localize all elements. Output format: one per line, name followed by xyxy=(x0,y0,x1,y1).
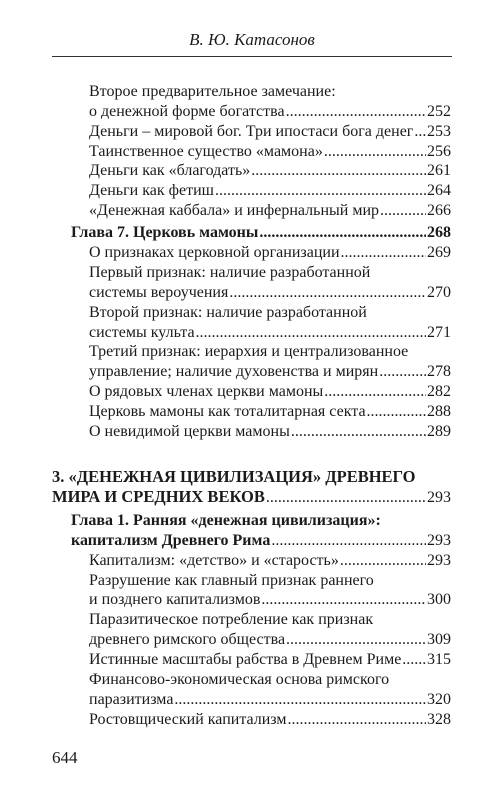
toc-entry xyxy=(89,670,451,690)
toc-leader xyxy=(341,243,427,263)
toc-page: 256 xyxy=(427,142,451,160)
toc-entry-title: Истинные масштабы рабства в Древнем Риме xyxy=(89,651,402,669)
toc-entry-title: паразитизма xyxy=(89,690,174,708)
toc-entry xyxy=(89,201,451,221)
toc-entry xyxy=(89,142,451,162)
toc-entry xyxy=(89,690,451,710)
toc-entry-title: Деньги как «благодать» xyxy=(89,162,251,180)
toc-leader xyxy=(288,710,426,730)
toc-entry xyxy=(89,630,451,650)
toc-entry xyxy=(89,161,451,181)
toc-page: 288 xyxy=(427,403,451,421)
toc-entry-title: Финансово-экономическая основа римского xyxy=(89,671,390,689)
toc-page: 289 xyxy=(427,423,451,441)
toc-entry-title: Деньги – мировой бог. Три ипостаси бога денег xyxy=(89,122,414,140)
toc-entry-title: управление; наличие духовенства и мирян xyxy=(89,363,379,381)
toc-entry xyxy=(89,181,451,201)
toc-entry-title: о денежной форме богатства xyxy=(89,102,285,120)
toc-page: 264 xyxy=(427,182,451,200)
toc-leader xyxy=(324,382,426,402)
toc-entry-title: Разрушение как главный признак раннего xyxy=(89,571,374,589)
toc-page: 271 xyxy=(427,323,451,341)
toc-entry-title: Ростовщический капитализм xyxy=(89,710,287,728)
toc-page: 252 xyxy=(427,102,451,120)
toc-entry xyxy=(89,610,451,630)
toc-entry xyxy=(89,323,451,343)
toc-page: 328 xyxy=(427,710,451,728)
toc-entry xyxy=(89,650,451,670)
toc-part-title: МИРА И СРЕДНИХ ВЕКОВ xyxy=(52,487,265,507)
toc-entry-title: древнего римского общества xyxy=(89,631,286,649)
toc-part xyxy=(52,467,451,487)
toc-leader xyxy=(174,690,426,710)
toc-leader xyxy=(379,362,426,382)
toc-entry-title: О невидимой церкви мамоны xyxy=(89,423,290,441)
toc-entry-title: системы вероучения xyxy=(89,283,229,301)
toc-entry xyxy=(89,122,451,142)
running-header: В. Ю. Катасонов xyxy=(189,30,315,49)
toc-entry xyxy=(89,710,451,730)
header-rule xyxy=(52,56,452,57)
toc-page: 293 xyxy=(427,531,451,549)
toc-entry-title: и позднего капитализмов xyxy=(89,591,261,609)
toc-entry-title: Паразитическое потребление как признак xyxy=(89,611,374,629)
toc-entry-title: Капитализм: «детство» и «старость» xyxy=(89,551,339,569)
toc-chapter xyxy=(71,531,451,551)
toc-leader xyxy=(286,630,426,650)
toc-leader xyxy=(266,488,426,508)
toc-chapter-title: Глава 7. Церковь мамоны xyxy=(71,223,259,241)
toc-part-title: 3. «ДЕНЕЖНАЯ ЦИВИЛИЗАЦИЯ» ДРЕВНЕГО xyxy=(52,467,416,487)
toc-chapter-title: Глава 1. Ранняя «денежная цивилизация»: xyxy=(71,511,381,529)
toc-chapter-title: капитализм Древнего Рима xyxy=(71,531,271,549)
toc-entry-title: Третий признак: иерархия и централизованное xyxy=(89,343,409,361)
toc-page: 253 xyxy=(427,122,451,140)
toc-leader xyxy=(229,283,426,303)
toc-leader xyxy=(367,402,426,422)
toc-page: 320 xyxy=(427,690,451,708)
toc-leader xyxy=(271,531,426,551)
toc-page: 282 xyxy=(427,383,451,401)
toc-page: 269 xyxy=(427,243,451,261)
toc-entry-title: системы культа xyxy=(89,323,195,341)
toc-page: 261 xyxy=(427,162,451,180)
toc-leader xyxy=(324,142,426,162)
toc-page: 268 xyxy=(427,223,451,241)
toc-leader xyxy=(286,102,426,122)
toc-entry-title: О рядовых членах церкви мамоны xyxy=(89,383,324,401)
toc-entry-title: Церковь мамоны как тоталитарная секта xyxy=(89,403,366,421)
toc-part xyxy=(52,487,451,508)
toc-leader xyxy=(291,422,426,442)
toc-entry-title: Первый признак: наличие разработанной xyxy=(89,263,371,281)
toc-page: 309 xyxy=(427,631,451,649)
toc-entry xyxy=(89,571,451,591)
toc-entry xyxy=(89,102,451,122)
toc-entry xyxy=(89,342,451,362)
toc-page: 293 xyxy=(427,551,451,569)
toc-entry-title: О признаках церковной организации xyxy=(89,243,340,261)
toc-entry xyxy=(89,551,451,571)
toc-entry xyxy=(89,402,451,422)
toc-leader xyxy=(259,223,426,243)
toc-entry-title: Второе предварительное замечание: xyxy=(89,82,336,100)
toc-entry xyxy=(89,590,451,610)
toc-chapter xyxy=(71,511,451,531)
toc-leader xyxy=(215,181,426,201)
toc-entry xyxy=(89,422,451,442)
page-number: 644 xyxy=(52,748,78,767)
toc-entry xyxy=(89,382,451,402)
toc-entry-title: Второй признак: наличие разработанной xyxy=(89,303,367,321)
toc-entry-title: «Денежная каббала» и инфернальный мир xyxy=(89,202,379,220)
toc-page: 300 xyxy=(427,591,451,609)
toc-leader xyxy=(402,650,426,670)
toc-entry xyxy=(89,263,451,283)
toc-page: 270 xyxy=(427,283,451,301)
toc-page: 293 xyxy=(427,489,451,507)
toc-chapter xyxy=(71,223,451,243)
toc-entry xyxy=(89,303,451,323)
toc-leader xyxy=(251,161,426,181)
toc-leader xyxy=(196,323,426,343)
toc-entry xyxy=(89,283,451,303)
toc-leader xyxy=(340,551,426,571)
toc-leader xyxy=(380,201,426,221)
toc-leader xyxy=(414,122,426,142)
toc-entry-title: Деньги как фетиш xyxy=(89,182,214,200)
toc-page: 266 xyxy=(427,202,451,220)
toc-leader xyxy=(261,590,426,610)
toc-page: 278 xyxy=(427,363,451,381)
toc-entry xyxy=(89,82,451,102)
toc-page: 315 xyxy=(427,651,451,669)
toc-entry-title: Таинственное существо «мамона» xyxy=(89,142,323,160)
toc-entry xyxy=(89,362,451,382)
toc-entry xyxy=(89,243,451,263)
